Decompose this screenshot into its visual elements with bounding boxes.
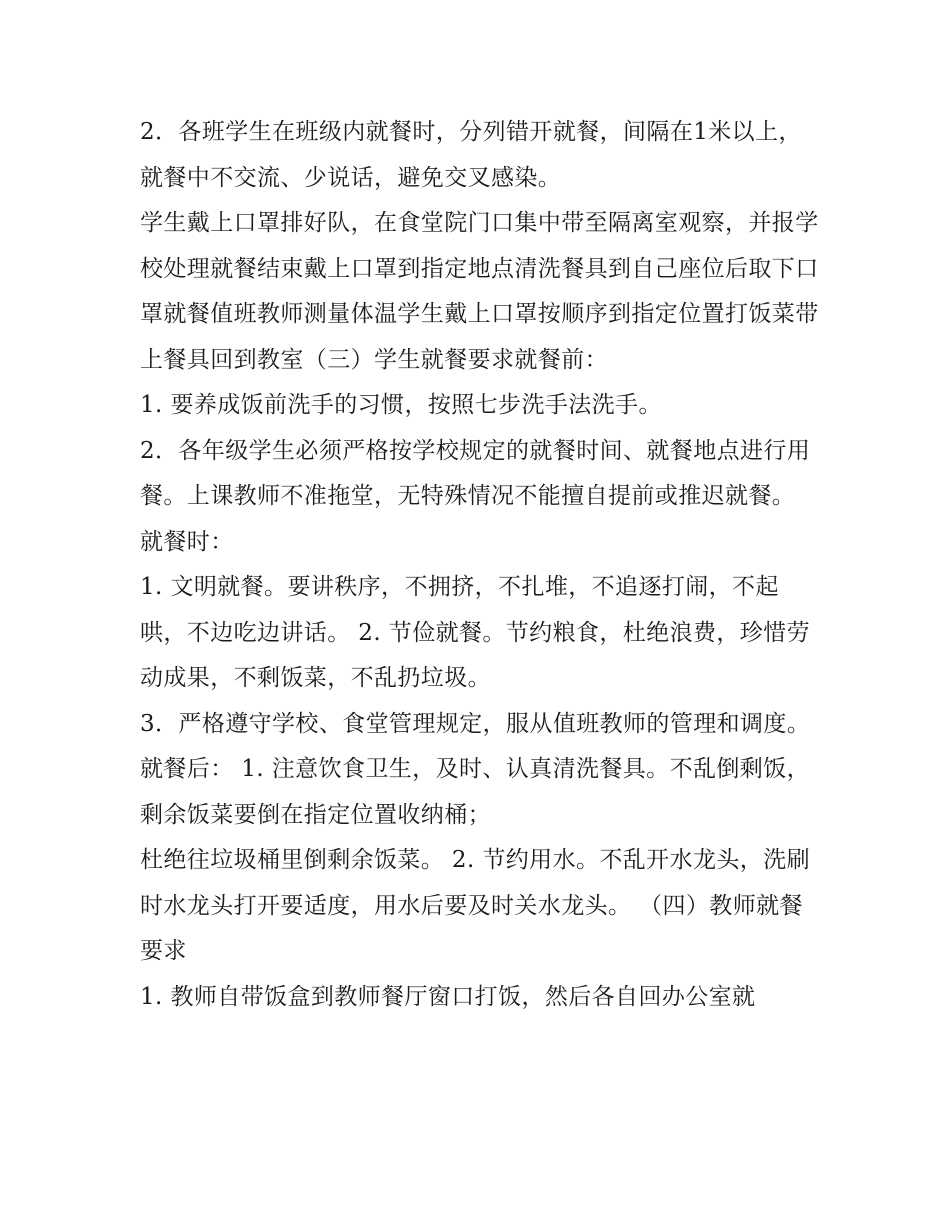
paragraph-8: 1. 教师自带饭盒到教师餐厅窗口打饭，然后各自回办公室就 <box>140 983 756 1010</box>
document-body <box>140 110 820 1020</box>
paragraph-5: 1. 文明就餐。要讲秩序，不拥挤，不扎堆，不追逐打闹，不起哄，不边吃边讲话。 2. 节俭就餐。节约粮食，杜绝浪费，珍惜劳动成果，不剩饭菜，不乱扔垃圾。 <box>140 574 810 691</box>
paragraph-4: 2．各年级学生必须严格按学校规定的就餐时间、就餐地点进行用餐。上课教师不准拖堂，无特殊情况不能擅自提前或推迟就餐。 就餐时： <box>140 437 811 555</box>
paragraph-7: 杜绝往垃圾桶里倒剩余饭菜。 2. 节约用水。不乱开水龙头，洗刷时水龙头打开要适度，用水后要及时关水龙头。 （四）教师就餐要求 <box>140 847 810 964</box>
paragraph-1: 2．各班学生在班级内就餐时，分列错开就餐，间隔在1米以上，就餐中不交流、少说话，避免交叉感染。 <box>140 119 802 191</box>
paragraph-2: 学生戴上口罩排好队，在食堂院门口集中带至隔离室观察，并报学校处理就餐结束戴上口罩到指定地点清洗餐具到自己座位后取下口罩就餐值班教师测量体温学生戴上口罩按顺序到指定位置打饭菜带上餐具回到教室（三）学生就餐要求就餐前： <box>140 210 819 373</box>
paragraph-6: 3．严格遵守学校、食堂管理规定，服从值班教师的管理和调度。 就餐后： 1. 注意饮食卫生，及时、认真清洗餐具。不乱倒剩饭，剩余饭菜要倒在指定位置收纳桶； <box>140 710 818 828</box>
paragraph-3: 1. 要养成饭前洗手的习惯，按照七步洗手法洗手。 <box>140 392 662 418</box>
